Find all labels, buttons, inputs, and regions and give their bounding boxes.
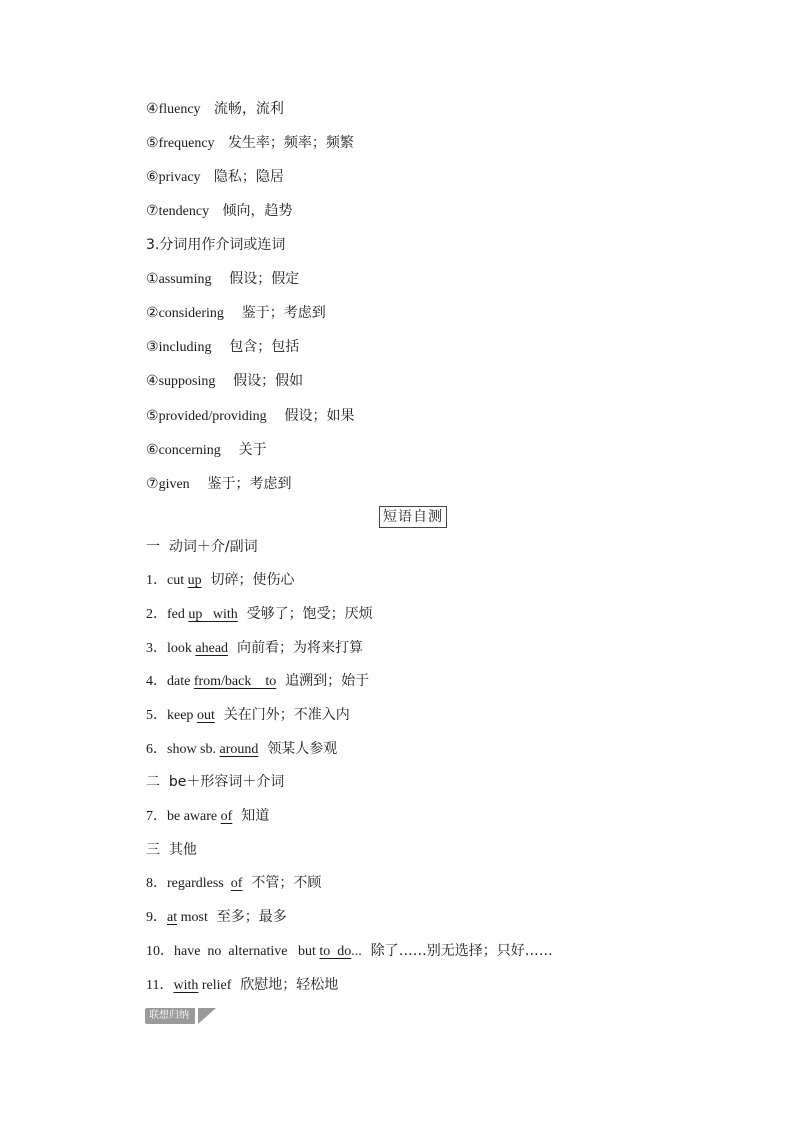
phrase-number: 9． [146, 910, 167, 925]
item-word: provided/providing [158, 409, 267, 424]
item-word: privacy [158, 170, 201, 185]
phrase-text: date [167, 674, 194, 689]
item-number: ④ [146, 102, 159, 117]
item-word: tendency [158, 204, 210, 219]
group-heading: 三 其他 [146, 842, 197, 858]
phrase-item [146, 941, 553, 962]
group-heading: 一 动词＋介/副词 [146, 539, 258, 555]
item-number: ④ [146, 374, 159, 389]
item-word: considering [158, 306, 224, 321]
phrase-number: 1． [146, 573, 167, 588]
phrase-text: keep [167, 708, 197, 723]
item-word: given [158, 477, 190, 492]
vocab-item [146, 133, 354, 154]
phrase-answer: from/back to [193, 674, 277, 689]
item-word: supposing [158, 374, 216, 389]
phrase-meaning: 不管；不顾 [251, 875, 322, 891]
item-meaning: 假设；如果 [284, 408, 355, 424]
phrase-meaning: 知道 [241, 808, 270, 824]
phrase-item [146, 907, 287, 928]
phrase-answer: with [173, 978, 199, 993]
phrase-text: most [177, 910, 208, 925]
item-meaning: 流畅，流利 [213, 101, 284, 117]
phrase-test-title: 短语自测 [379, 506, 447, 528]
phrase-number: 10． [146, 944, 174, 959]
participle-item [146, 406, 354, 427]
item-number: ⑥ [146, 170, 159, 185]
item-meaning: 假设；假定 [229, 271, 300, 287]
item-word: frequency [158, 136, 215, 151]
phrase-text: be aware [167, 809, 221, 824]
section-tag: 联想归纳 [145, 1008, 195, 1024]
phrase-item [146, 671, 369, 692]
phrase-item [146, 806, 269, 827]
item-meaning: 鉴于；考虑到 [207, 476, 292, 492]
item-meaning: 鉴于；考虑到 [241, 305, 326, 321]
participle-item [146, 440, 267, 461]
phrase-meaning: 受够了；饱受；厌烦 [246, 606, 373, 622]
phrase-item [146, 975, 338, 996]
phrase-text: regardless [167, 876, 231, 891]
vocab-item [146, 99, 284, 120]
item-number: ① [146, 272, 159, 287]
item-number: ⑦ [146, 204, 159, 219]
item-number: ② [146, 306, 159, 321]
phrase-item [146, 638, 363, 659]
item-number: ③ [146, 340, 159, 355]
item-word: assuming [158, 272, 212, 287]
participle-item [146, 303, 326, 324]
phrase-meaning: 除了……别无选择；只好…… [370, 943, 553, 959]
section-tag-tail [198, 1008, 216, 1024]
phrase-answer: at [167, 910, 178, 925]
group-heading: 二 be＋形容词＋介词 [146, 774, 285, 790]
phrase-meaning: 欣慰地；轻松地 [240, 977, 339, 993]
item-number: ⑤ [146, 136, 159, 151]
phrase-item [146, 873, 321, 894]
item-number: ⑦ [146, 477, 159, 492]
item-meaning: 假设；假如 [233, 373, 304, 389]
item-word: including [158, 340, 212, 355]
phrase-meaning: 至多；最多 [216, 909, 287, 925]
phrase-text: have no alternative but [174, 944, 320, 959]
phrase-text: fed [167, 607, 189, 622]
phrase-ellipsis: ... [351, 944, 362, 959]
phrase-text: show sb. [167, 742, 220, 757]
phrase-meaning: 追溯到；始于 [285, 673, 370, 689]
participle-item [146, 474, 291, 495]
phrase-number: 3． [146, 641, 167, 656]
phrase-meaning: 领某人参观 [267, 741, 338, 757]
phrase-answer: up [187, 573, 202, 588]
phrase-number: 11． [146, 978, 174, 993]
phrase-meaning: 关在门外；不准入内 [223, 707, 350, 723]
phrase-text: relief [198, 978, 232, 993]
phrase-item [146, 739, 337, 760]
participle-item [146, 337, 299, 358]
phrase-item [146, 570, 295, 591]
phrase-number: 2． [146, 607, 167, 622]
phrase-item [146, 604, 373, 625]
phrase-text: look [167, 641, 196, 656]
vocab-item [146, 201, 292, 222]
phrase-text: cut [167, 573, 188, 588]
phrase-answer: up with [188, 607, 238, 622]
item-meaning: 包含；包括 [229, 339, 300, 355]
phrase-answer: ahead [195, 641, 229, 656]
item-meaning: 隐私；隐居 [213, 169, 284, 185]
item-number: ⑤ [146, 409, 159, 424]
item-meaning: 倾向，趋势 [222, 203, 293, 219]
phrase-answer: to do [319, 944, 352, 959]
phrase-answer: around [219, 742, 259, 757]
phrase-number: 8． [146, 876, 167, 891]
phrase-answer: of [230, 876, 243, 891]
phrase-answer: of [220, 809, 233, 824]
item-word: concerning [158, 443, 221, 458]
phrase-number: 5． [146, 708, 167, 723]
item-meaning: 关于 [238, 442, 267, 458]
phrase-item [146, 705, 350, 726]
section-heading: 3.分词用作介词或连词 [146, 237, 286, 253]
item-number: ⑥ [146, 443, 159, 458]
participle-item [146, 371, 303, 392]
phrase-number: 7． [146, 809, 167, 824]
phrase-number: 6． [146, 742, 167, 757]
item-word: fluency [158, 102, 201, 117]
phrase-answer: out [196, 708, 215, 723]
participle-item [146, 269, 299, 290]
phrase-meaning: 向前看；为将来打算 [236, 640, 363, 656]
phrase-meaning: 切碎；使伤心 [210, 572, 295, 588]
item-meaning: 发生率；频率；频繁 [227, 135, 354, 151]
phrase-number: 4． [146, 674, 167, 689]
vocab-item [146, 167, 284, 188]
